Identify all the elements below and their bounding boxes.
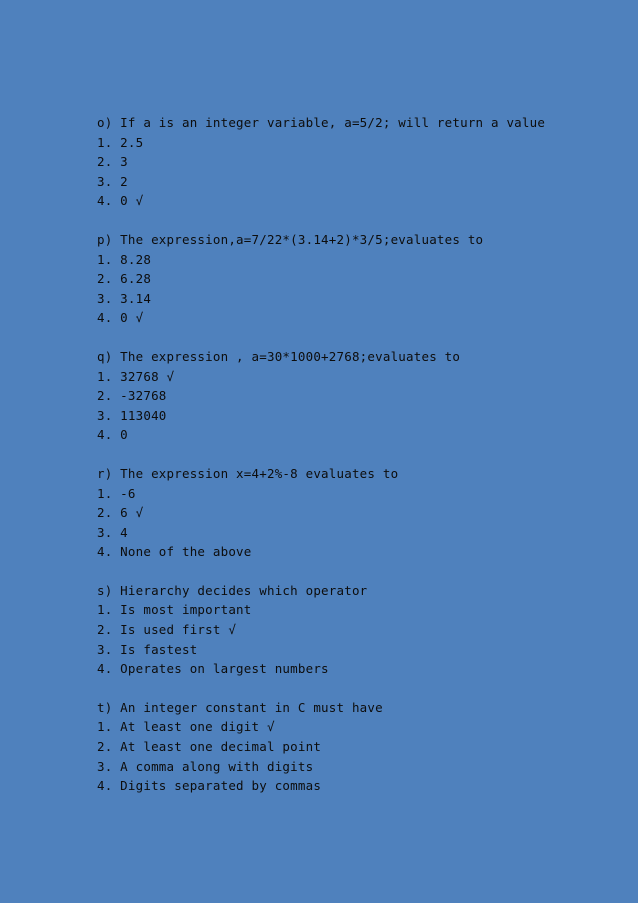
answer-option: 3. Is fastest [97,641,198,657]
question-prompt: t) An integer constant in C must have [97,699,383,715]
answer-option: 3. 4 [97,524,128,540]
answer-option: 1. Is most important [97,602,252,618]
question-s [97,581,617,679]
answer-option: 4. Digits separated by commas [97,778,322,794]
question-p [97,230,617,328]
answer-option: 3. 3.14 [97,290,152,306]
answer-option: 4. None of the above [97,544,252,560]
answer-option-correct: 1. 32768 √ [97,368,175,384]
answer-option-correct: 2. Is used first √ [97,622,237,638]
question-r [97,464,617,562]
question-prompt: q) The expression , a=30*1000+2768;evaluates to [97,348,461,364]
answer-option-correct: 4. 0 √ [97,193,144,209]
answer-option: 1. 2.5 [97,134,144,150]
answer-option: 3. 2 [97,173,128,189]
question-q [97,347,617,445]
answer-option-correct: 2. 6 √ [97,505,144,521]
answer-option-correct: 4. 0 √ [97,310,144,326]
answer-option: 4. 0 [97,427,128,443]
document-page [97,113,617,815]
question-prompt: o) If a is an integer variable, a=5/2; will return a value [97,115,546,130]
question-prompt: p) The expression,a=7/22*(3.14+2)*3/5;evaluates to [97,231,484,247]
question-o [97,113,617,211]
answer-option: 2. 6.28 [97,271,152,287]
question-t [97,698,617,796]
answer-option: 4. Operates on largest numbers [97,661,329,677]
question-prompt: s) Hierarchy decides which operator [97,582,368,598]
answer-option: 3. A comma along with digits [97,758,314,774]
answer-option: 1. -6 [97,485,136,501]
answer-option: 3. 113040 [97,407,167,423]
answer-option: 2. -32768 [97,388,167,404]
answer-option: 2. At least one decimal point [97,739,322,755]
question-prompt: r) The expression x=4+2%-8 evaluates to [97,465,399,481]
answer-option: 1. 8.28 [97,251,152,267]
answer-option: 2. 3 [97,154,128,170]
answer-option-correct: 1. At least one digit √ [97,719,275,735]
